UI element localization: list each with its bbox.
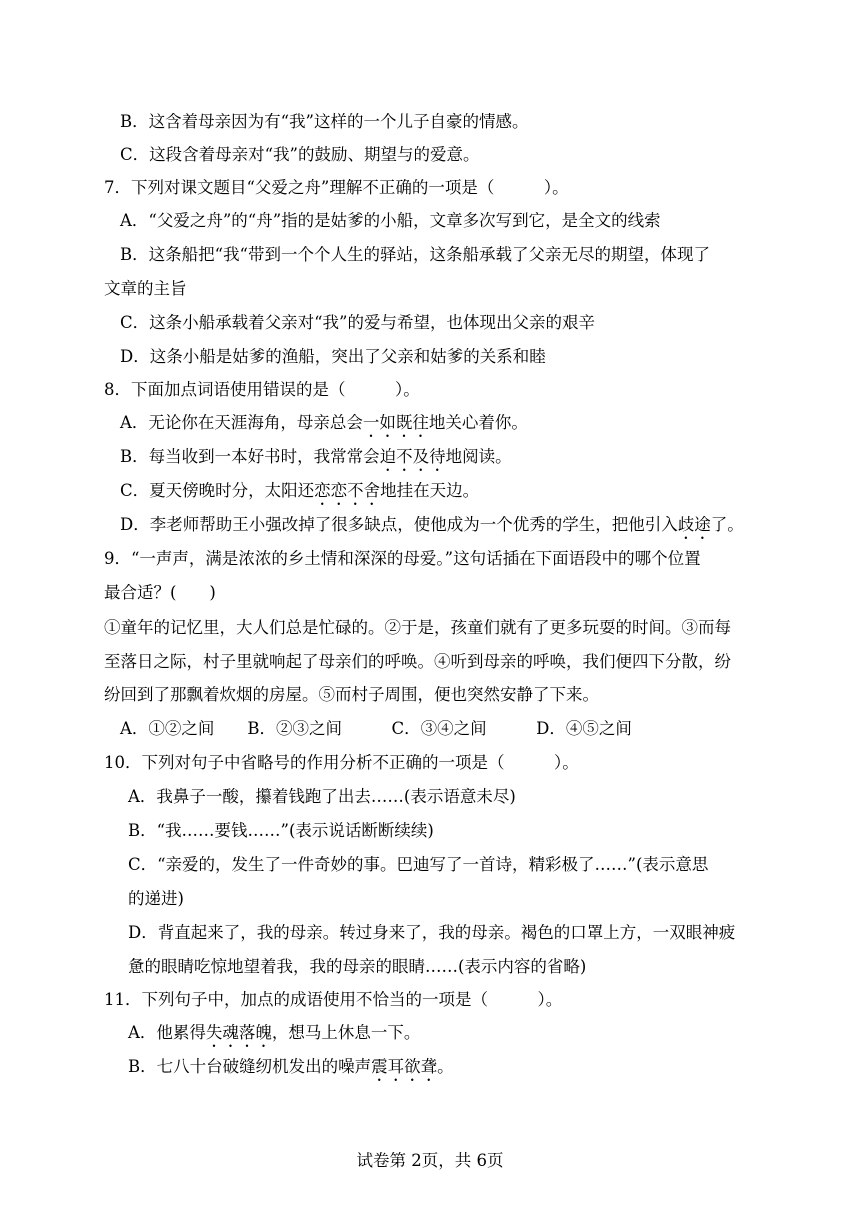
passage-line-2: 至落日之际，村子里就响起了母亲们的呼唤。④听到母亲的呼唤，我们便四下分散，纷 [104, 652, 731, 671]
option-11b-text: B．七八十台破缝纫机发出的噪声 [128, 1057, 372, 1076]
option-10d: D．背直起来了，我的母亲。转过身来了，我的母亲。褐色的口罩上方，一双眼神疲 [128, 923, 736, 942]
option-7d: D．这条小船是姑爹的渔船，突出了父亲和姑爹的关系和睦 [120, 347, 546, 366]
option-6c: C．这段含着母亲对“我”的鼓励、期望与的爱意。 [120, 145, 480, 164]
question-8: 8．下面加点词语使用错误的是（ ）。 [104, 380, 420, 399]
option-7b-cont: 文章的主旨 [104, 279, 187, 298]
option-10c-cont: 的递进) [128, 889, 184, 908]
option-11a [128, 1022, 763, 1051]
option-7c: C．这条小船承载着父亲对“我”的爱与希望，也体现出父亲的艰辛 [120, 313, 595, 332]
dotted-phrase: 失魂落魄 [205, 1023, 272, 1042]
option-7a: A．“父爱之舟”的“舟”指的是姑爹的小船，文章多次写到它，是全文的线索 [120, 211, 661, 230]
option-10d-cont: 惫的眼睛吃惊地望着我，我的母亲的眼睛……(表示内容的省略) [128, 957, 587, 976]
option-6b: B．这含着母亲因为有“我”这样的一个儿子自豪的情感。 [120, 112, 529, 131]
question-11: 11．下列句子中，加点的成语使用不恰当的一项是（ ）。 [104, 990, 563, 1009]
option-8a [120, 412, 765, 441]
option-8b-tail: 地阅读。 [445, 447, 512, 466]
option-10a: A．我鼻子一酸，攥着钱跑了出去……(表示语意未尽) [128, 787, 516, 806]
option-8b [120, 446, 765, 475]
option-11b [128, 1056, 763, 1085]
option-7b: B．这条船把“我“带到一个个人生的驿站，这条船承载了父亲无尽的期望，体现了 [120, 245, 710, 264]
question-7: 7．下列对课文题目“父爱之舟”理解不正确的一项是（ ）。 [104, 178, 569, 197]
dotted-phrase: 迫不及待 [379, 447, 446, 466]
option-8c-text: C．夏天傍晚时分，太阳还 [120, 481, 315, 500]
dotted-phrase: 恋恋不舍 [314, 481, 381, 500]
option-8d-text: D．李老师帮助王小强改掉了很多缺点，使他成为一个优秀的学生，把他引入 [120, 515, 678, 534]
option-10b: B．“我……要钱……”(表示说话断断续续) [128, 821, 434, 840]
dotted-phrase: 震耳欲聋 [371, 1057, 438, 1076]
option-11a-text: A．他累得 [128, 1023, 206, 1042]
option-8d-tail: 了。 [710, 515, 744, 534]
option-8a-text: A．无论你在天涯海角，母亲总会 [120, 413, 363, 432]
option-8c [120, 480, 765, 509]
option-8c-tail: 地挂在天边。 [380, 481, 480, 500]
options-9: A．①②之间 B．②③之间 C．③④之间 D．④⑤之间 [120, 719, 632, 738]
question-9: 9．“一声声，满是浓浓的乡土情和深深的母爱。”这句话插在下面语段中的哪个位置 [104, 549, 701, 568]
option-8d [120, 514, 765, 543]
page-footer: 试卷第 2页，共 6页 [356, 1151, 504, 1170]
option-8b-text: B．每当收到一本好书时，我常常会 [120, 447, 380, 466]
option-10c: C．“亲爱的，发生了一件奇妙的事。巴迪写了一首诗，精彩极了……”(表示意思 [128, 855, 709, 874]
option-11a-tail: ，想马上休息一下。 [271, 1023, 421, 1042]
option-11b-tail: 。 [437, 1057, 454, 1076]
passage-line-1: ①童年的记忆里，大人们总是忙碌的。②于是，孩童们就有了更多玩耍的时间。③而每 [104, 618, 731, 637]
dotted-phrase: 一如既往 [362, 413, 429, 432]
option-8a-tail: 地关心着你。 [428, 413, 528, 432]
passage-line-3: 纷回到了那飘着炊烟的房屋。⑤而村子周围，便也突然安静了下来。 [104, 685, 599, 704]
question-10: 10．下列对句子中省略号的作用分析不正确的一项是（ ）。 [104, 753, 579, 772]
dotted-phrase: 歧途 [677, 515, 711, 534]
question-9-cont: 最合适？( ) [104, 583, 216, 602]
